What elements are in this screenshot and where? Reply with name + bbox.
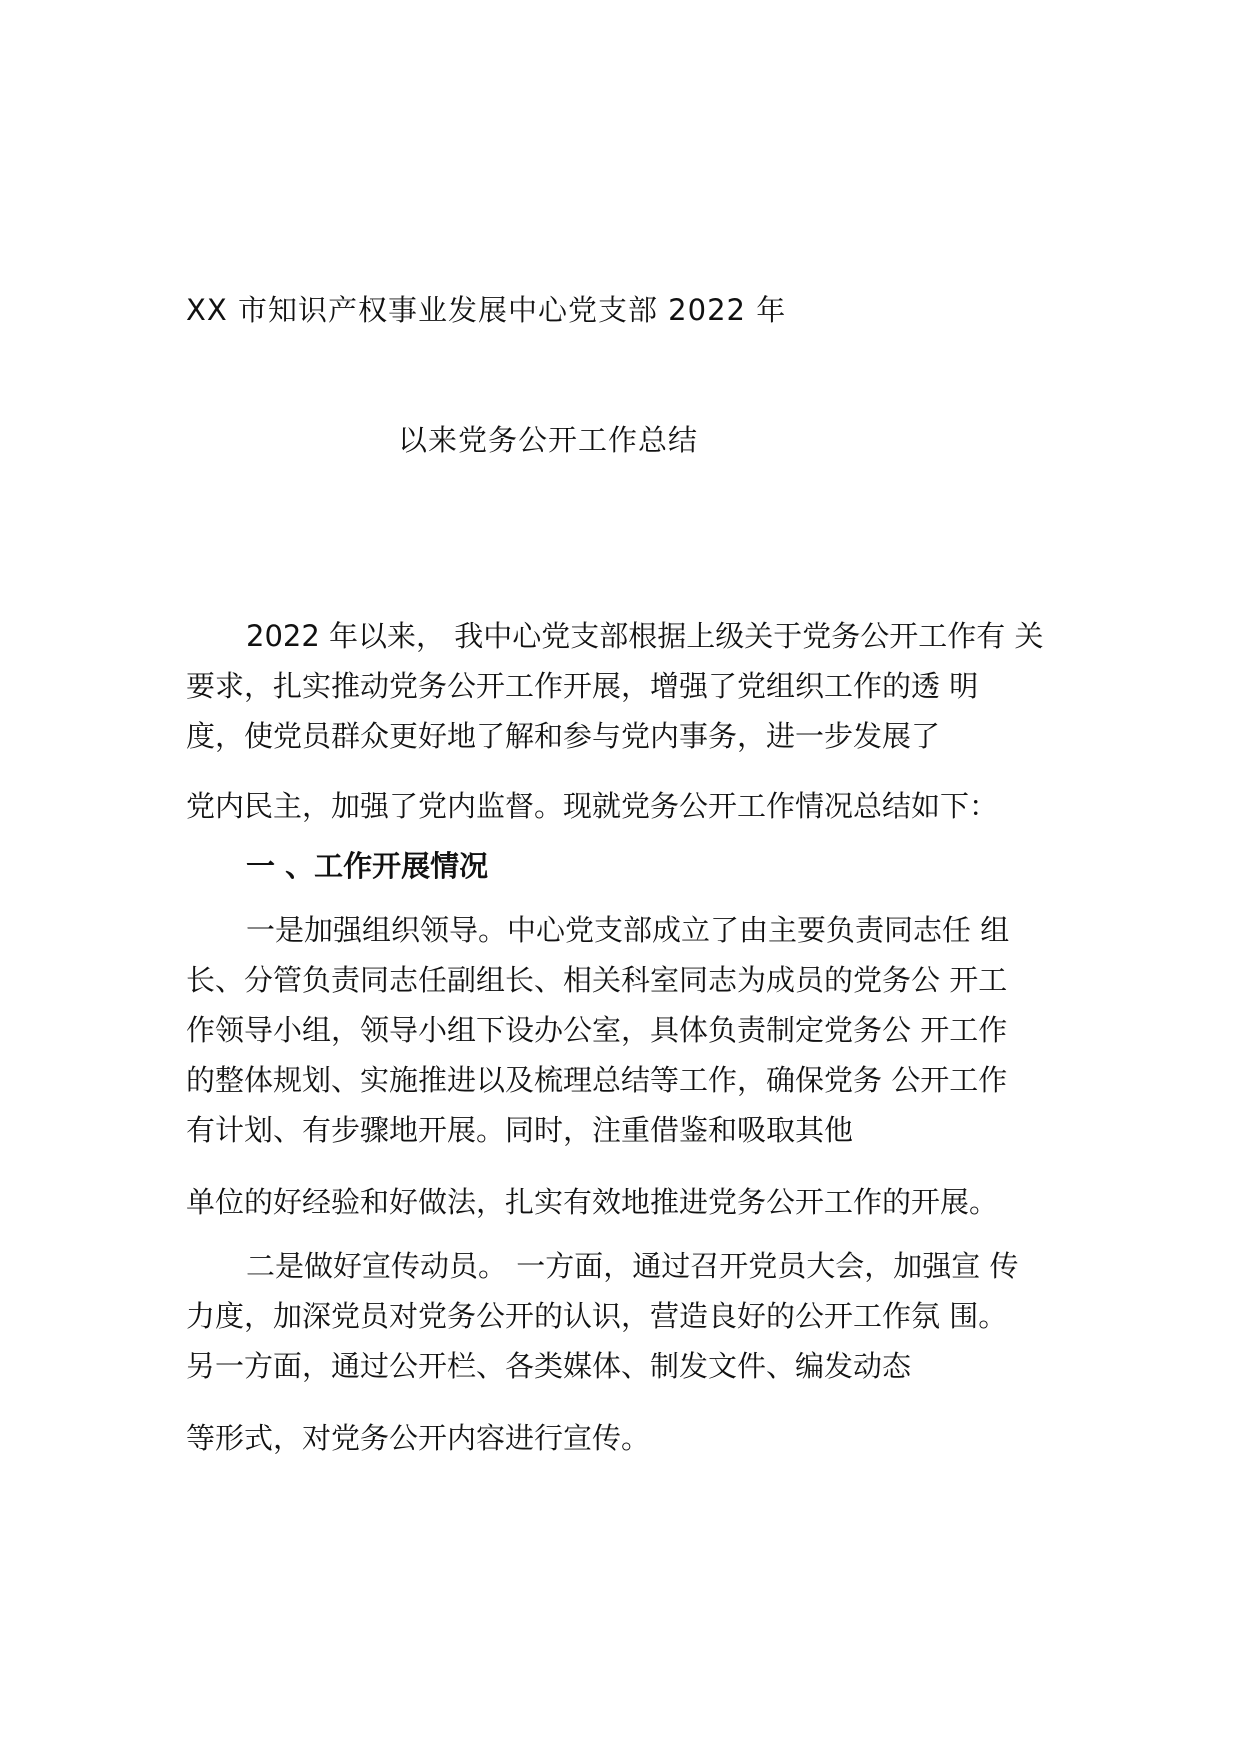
- paragraph-line: 二是做好宣传动员。 一方面，通过召开党员大会，加强宣 传: [246, 1249, 1019, 1283]
- paragraph-line: 一是加强组织领导。中心党支部成立了由主要负责同志任 组: [246, 913, 1010, 947]
- paragraph-line: 作领导小组，领导小组下设办公室，具体负责制定党务公 开工作: [186, 1013, 1008, 1047]
- paragraph-line: 另一方面，通过公开栏、各类媒体、制发文件、编发动态: [186, 1349, 912, 1383]
- paragraph-line: 力度，加深党员对党务公开的认识，营造良好的公开工作氛 围。: [186, 1299, 1008, 1333]
- paragraph-line: 的整体规划、实施推进以及梳理总结等工作，确保党务 公开工作: [186, 1063, 1008, 1097]
- paragraph-line: 单位的好经验和好做法，扎实有效地推进党务公开工作的开展。: [186, 1185, 999, 1219]
- intro-line: 度，使党员群众更好地了解和参与党内事务，进一步发展了: [186, 719, 941, 753]
- paragraph-line: 有计划、有步骤地开展。同时，注重借鉴和吸取其他: [186, 1113, 854, 1147]
- intro-line: 要求，扎实推动党务公开工作开展，增强了党组织工作的透 明: [186, 669, 979, 703]
- document-title-line-1: XX 市知识产权事业发展中心党支部 2022 年: [186, 293, 787, 327]
- paragraph-line: 长、分管负责同志任副组长、相关科室同志为成员的党务公 开工: [186, 963, 1008, 997]
- paragraph-line: 等形式，对党务公开内容进行宣传。: [186, 1421, 651, 1455]
- intro-line: 2022 年以来， 我中心党支部根据上级关于党务公开工作有 关: [246, 619, 1044, 653]
- intro-line: 党内民主，加强了党内监督。现就党务公开工作情况总结如下：: [186, 789, 999, 823]
- section-heading: 一 、工作开展情况: [246, 849, 489, 883]
- document-title-line-2: 以来党务公开工作总结: [398, 423, 699, 457]
